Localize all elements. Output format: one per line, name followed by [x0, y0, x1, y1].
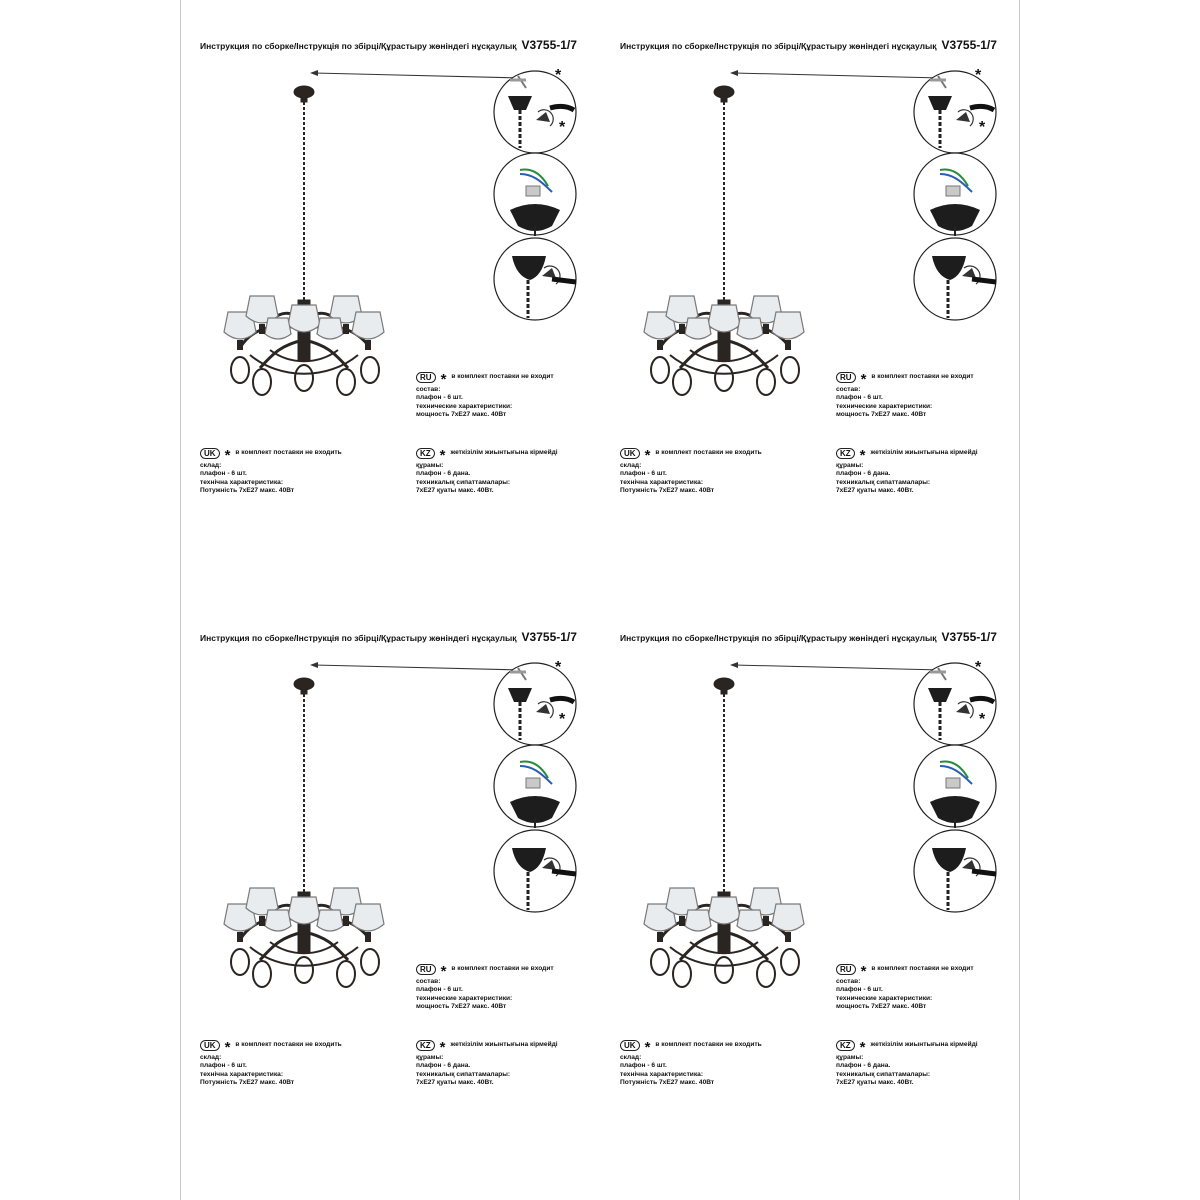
kz-note: жеткізілім жиынтығына кірмейді [870, 1040, 978, 1048]
kz-line: құрамы: [416, 462, 444, 469]
ru-line: мощность 7хE27 макс. 40Вт [416, 1003, 507, 1011]
asterisk-icon: * [644, 1039, 651, 1056]
uk-line: Потужність 7хE27 макс. 40Вт [620, 1079, 715, 1087]
chandelier-icon [224, 86, 384, 395]
title-text: Инструкция по сборке/Інструкція по збірці/Құрастыру жөніндегі нұсқаулық [200, 633, 517, 643]
uk-line: технічна характеристика: [620, 1070, 704, 1078]
kz-badge: KZ [416, 448, 435, 459]
kz-block [836, 447, 978, 496]
ru-line: состав: [416, 386, 441, 393]
uk-note: в комплект поставки не входить [655, 1040, 762, 1048]
ru-line: состав: [836, 386, 861, 393]
asterisk-icon: * [860, 963, 867, 980]
ceiling-mount-hook-icon [494, 659, 576, 745]
instruction-panel [600, 0, 1020, 495]
ru-block [416, 963, 554, 1012]
uk-line: плафон - 6 шт. [620, 470, 667, 478]
svg-text:*: * [555, 67, 562, 84]
uk-line: склад: [620, 462, 642, 469]
asterisk-icon: * [439, 1039, 446, 1056]
ru-block [416, 371, 554, 420]
kz-line: техникалық сипаттамалары: [836, 478, 931, 486]
kz-line: құрамы: [416, 1054, 444, 1061]
arrow-icon [310, 70, 522, 78]
ru-badge: RU [836, 964, 856, 975]
uk-line: плафон - 6 шт. [200, 1062, 247, 1070]
asterisk-icon: * [859, 1039, 866, 1056]
kz-line: плафон - 6 дана. [416, 1062, 471, 1070]
ru-line: состав: [416, 978, 441, 985]
model-number: V3755-1/7 [941, 630, 997, 644]
canopy-screw-icon [914, 830, 996, 912]
asterisk-icon: * [224, 447, 231, 464]
kz-badge: KZ [836, 1040, 855, 1051]
instruction-panel [180, 592, 600, 1087]
ru-line: состав: [836, 978, 861, 985]
ru-note: в комплект поставки не входит [451, 372, 554, 380]
ru-line: мощность 7хE27 макс. 40Вт [416, 411, 507, 419]
ru-line: технические характеристики: [416, 402, 513, 410]
kz-block [836, 1039, 978, 1088]
uk-line: Потужність 7хE27 макс. 40Вт [200, 1079, 295, 1087]
title-text: Инструкция по сборке/Інструкція по збірці/Құрастыру жөніндегі нұсқаулық [200, 41, 517, 51]
uk-line: склад: [620, 1054, 642, 1061]
kz-block [416, 1039, 558, 1088]
uk-block [620, 1039, 762, 1088]
uk-badge: UK [200, 1040, 220, 1051]
uk-line: технічна характеристика: [200, 478, 284, 486]
arrow-icon [730, 70, 942, 78]
ru-line: плафон - 6 шт. [836, 394, 883, 402]
arrow-icon [730, 662, 942, 670]
kz-line: 7хE27 қуаты макс. 40Вт. [836, 1079, 914, 1087]
asterisk-icon: * [440, 963, 447, 980]
uk-line: плафон - 6 шт. [200, 470, 247, 478]
uk-block [200, 1039, 342, 1088]
svg-text:*: * [979, 711, 986, 728]
asterisk-icon: * [439, 447, 446, 464]
ru-line: мощность 7хE27 макс. 40Вт [836, 411, 927, 419]
ru-note: в комплект поставки не входит [871, 964, 974, 972]
kz-line: плафон - 6 дана. [836, 470, 891, 478]
uk-badge: UK [200, 448, 220, 459]
uk-note: в комплект поставки не входить [235, 1040, 342, 1048]
asterisk-icon: * [860, 371, 867, 388]
title-text: Инструкция по сборке/Інструкція по збірці/Құрастыру жөніндегі нұсқаулық [620, 633, 937, 643]
svg-text:*: * [555, 659, 562, 676]
ru-line: мощность 7хE27 макс. 40Вт [836, 1003, 927, 1011]
model-number: V3755-1/7 [941, 38, 997, 52]
uk-line: склад: [200, 462, 222, 469]
chandelier-icon [644, 86, 804, 395]
asterisk-icon: * [440, 371, 447, 388]
ru-block [836, 963, 974, 1012]
svg-text:*: * [559, 711, 566, 728]
uk-badge: UK [620, 448, 640, 459]
kz-line: техникалық сипаттамалары: [836, 1070, 931, 1078]
kz-note: жеткізілім жиынтығына кірмейді [450, 448, 558, 456]
kz-badge: KZ [416, 1040, 435, 1051]
svg-text:*: * [559, 119, 566, 136]
canopy-screw-icon [494, 238, 576, 320]
ru-note: в комплект поставки не входит [871, 372, 974, 380]
instruction-panel [180, 0, 600, 495]
ru-line: плафон - 6 шт. [416, 986, 463, 994]
kz-line: техникалық сипаттамалары: [416, 1070, 511, 1078]
wire-connection-icon [494, 153, 576, 236]
uk-line: Потужність 7хE27 макс. 40Вт [620, 487, 715, 495]
canopy-screw-icon [494, 830, 576, 912]
ru-line: плафон - 6 шт. [836, 986, 883, 994]
uk-block [200, 447, 342, 496]
wire-connection-icon [494, 745, 576, 828]
kz-note: жеткізілім жиынтығына кірмейді [870, 448, 978, 456]
ru-badge: RU [416, 964, 436, 975]
kz-line: техникалық сипаттамалары: [416, 478, 511, 486]
ru-line: технические характеристики: [836, 402, 933, 410]
kz-line: 7хE27 қуаты макс. 40Вт. [836, 487, 914, 495]
kz-block [416, 447, 558, 496]
svg-text:*: * [975, 659, 982, 676]
asterisk-icon: * [644, 447, 651, 464]
uk-badge: UK [620, 1040, 640, 1051]
ru-badge: RU [416, 372, 436, 383]
instruction-panel [600, 592, 1020, 1087]
chandelier-icon [644, 678, 804, 987]
svg-text:*: * [975, 67, 982, 84]
ceiling-mount-hook-icon [914, 659, 996, 745]
asterisk-icon: * [224, 1039, 231, 1056]
wire-connection-icon [914, 153, 996, 236]
kz-line: плафон - 6 дана. [836, 1062, 891, 1070]
chandelier-icon [224, 678, 384, 987]
kz-note: жеткізілім жиынтығына кірмейді [450, 1040, 558, 1048]
uk-line: Потужність 7хE27 макс. 40Вт [200, 487, 295, 495]
ru-note: в комплект поставки не входит [451, 964, 554, 972]
ru-line: технические характеристики: [416, 994, 513, 1002]
model-number: V3755-1/7 [521, 630, 577, 644]
uk-line: склад: [200, 1054, 222, 1061]
kz-line: плафон - 6 дана. [416, 470, 471, 478]
wire-connection-icon [914, 745, 996, 828]
svg-text:*: * [979, 119, 986, 136]
uk-line: технічна характеристика: [200, 1070, 284, 1078]
kz-line: 7хE27 қуаты макс. 40Вт. [416, 487, 494, 495]
arrow-icon [310, 662, 522, 670]
ceiling-mount-hook-icon [914, 67, 996, 153]
ru-line: плафон - 6 шт. [416, 394, 463, 402]
ru-block [836, 371, 974, 420]
kz-line: құрамы: [836, 1054, 864, 1061]
uk-line: технічна характеристика: [620, 478, 704, 486]
ceiling-mount-hook-icon [494, 67, 576, 153]
model-number: V3755-1/7 [521, 38, 577, 52]
uk-note: в комплект поставки не входить [655, 448, 762, 456]
uk-line: плафон - 6 шт. [620, 1062, 667, 1070]
uk-block [620, 447, 762, 496]
title-text: Инструкция по сборке/Інструкція по збірці/Құрастыру жөніндегі нұсқаулық [620, 41, 937, 51]
uk-note: в комплект поставки не входить [235, 448, 342, 456]
kz-line: құрамы: [836, 462, 864, 469]
asterisk-icon: * [859, 447, 866, 464]
ru-badge: RU [836, 372, 856, 383]
kz-badge: KZ [836, 448, 855, 459]
kz-line: 7хE27 қуаты макс. 40Вт. [416, 1079, 494, 1087]
canopy-screw-icon [914, 238, 996, 320]
ru-line: технические характеристики: [836, 994, 933, 1002]
